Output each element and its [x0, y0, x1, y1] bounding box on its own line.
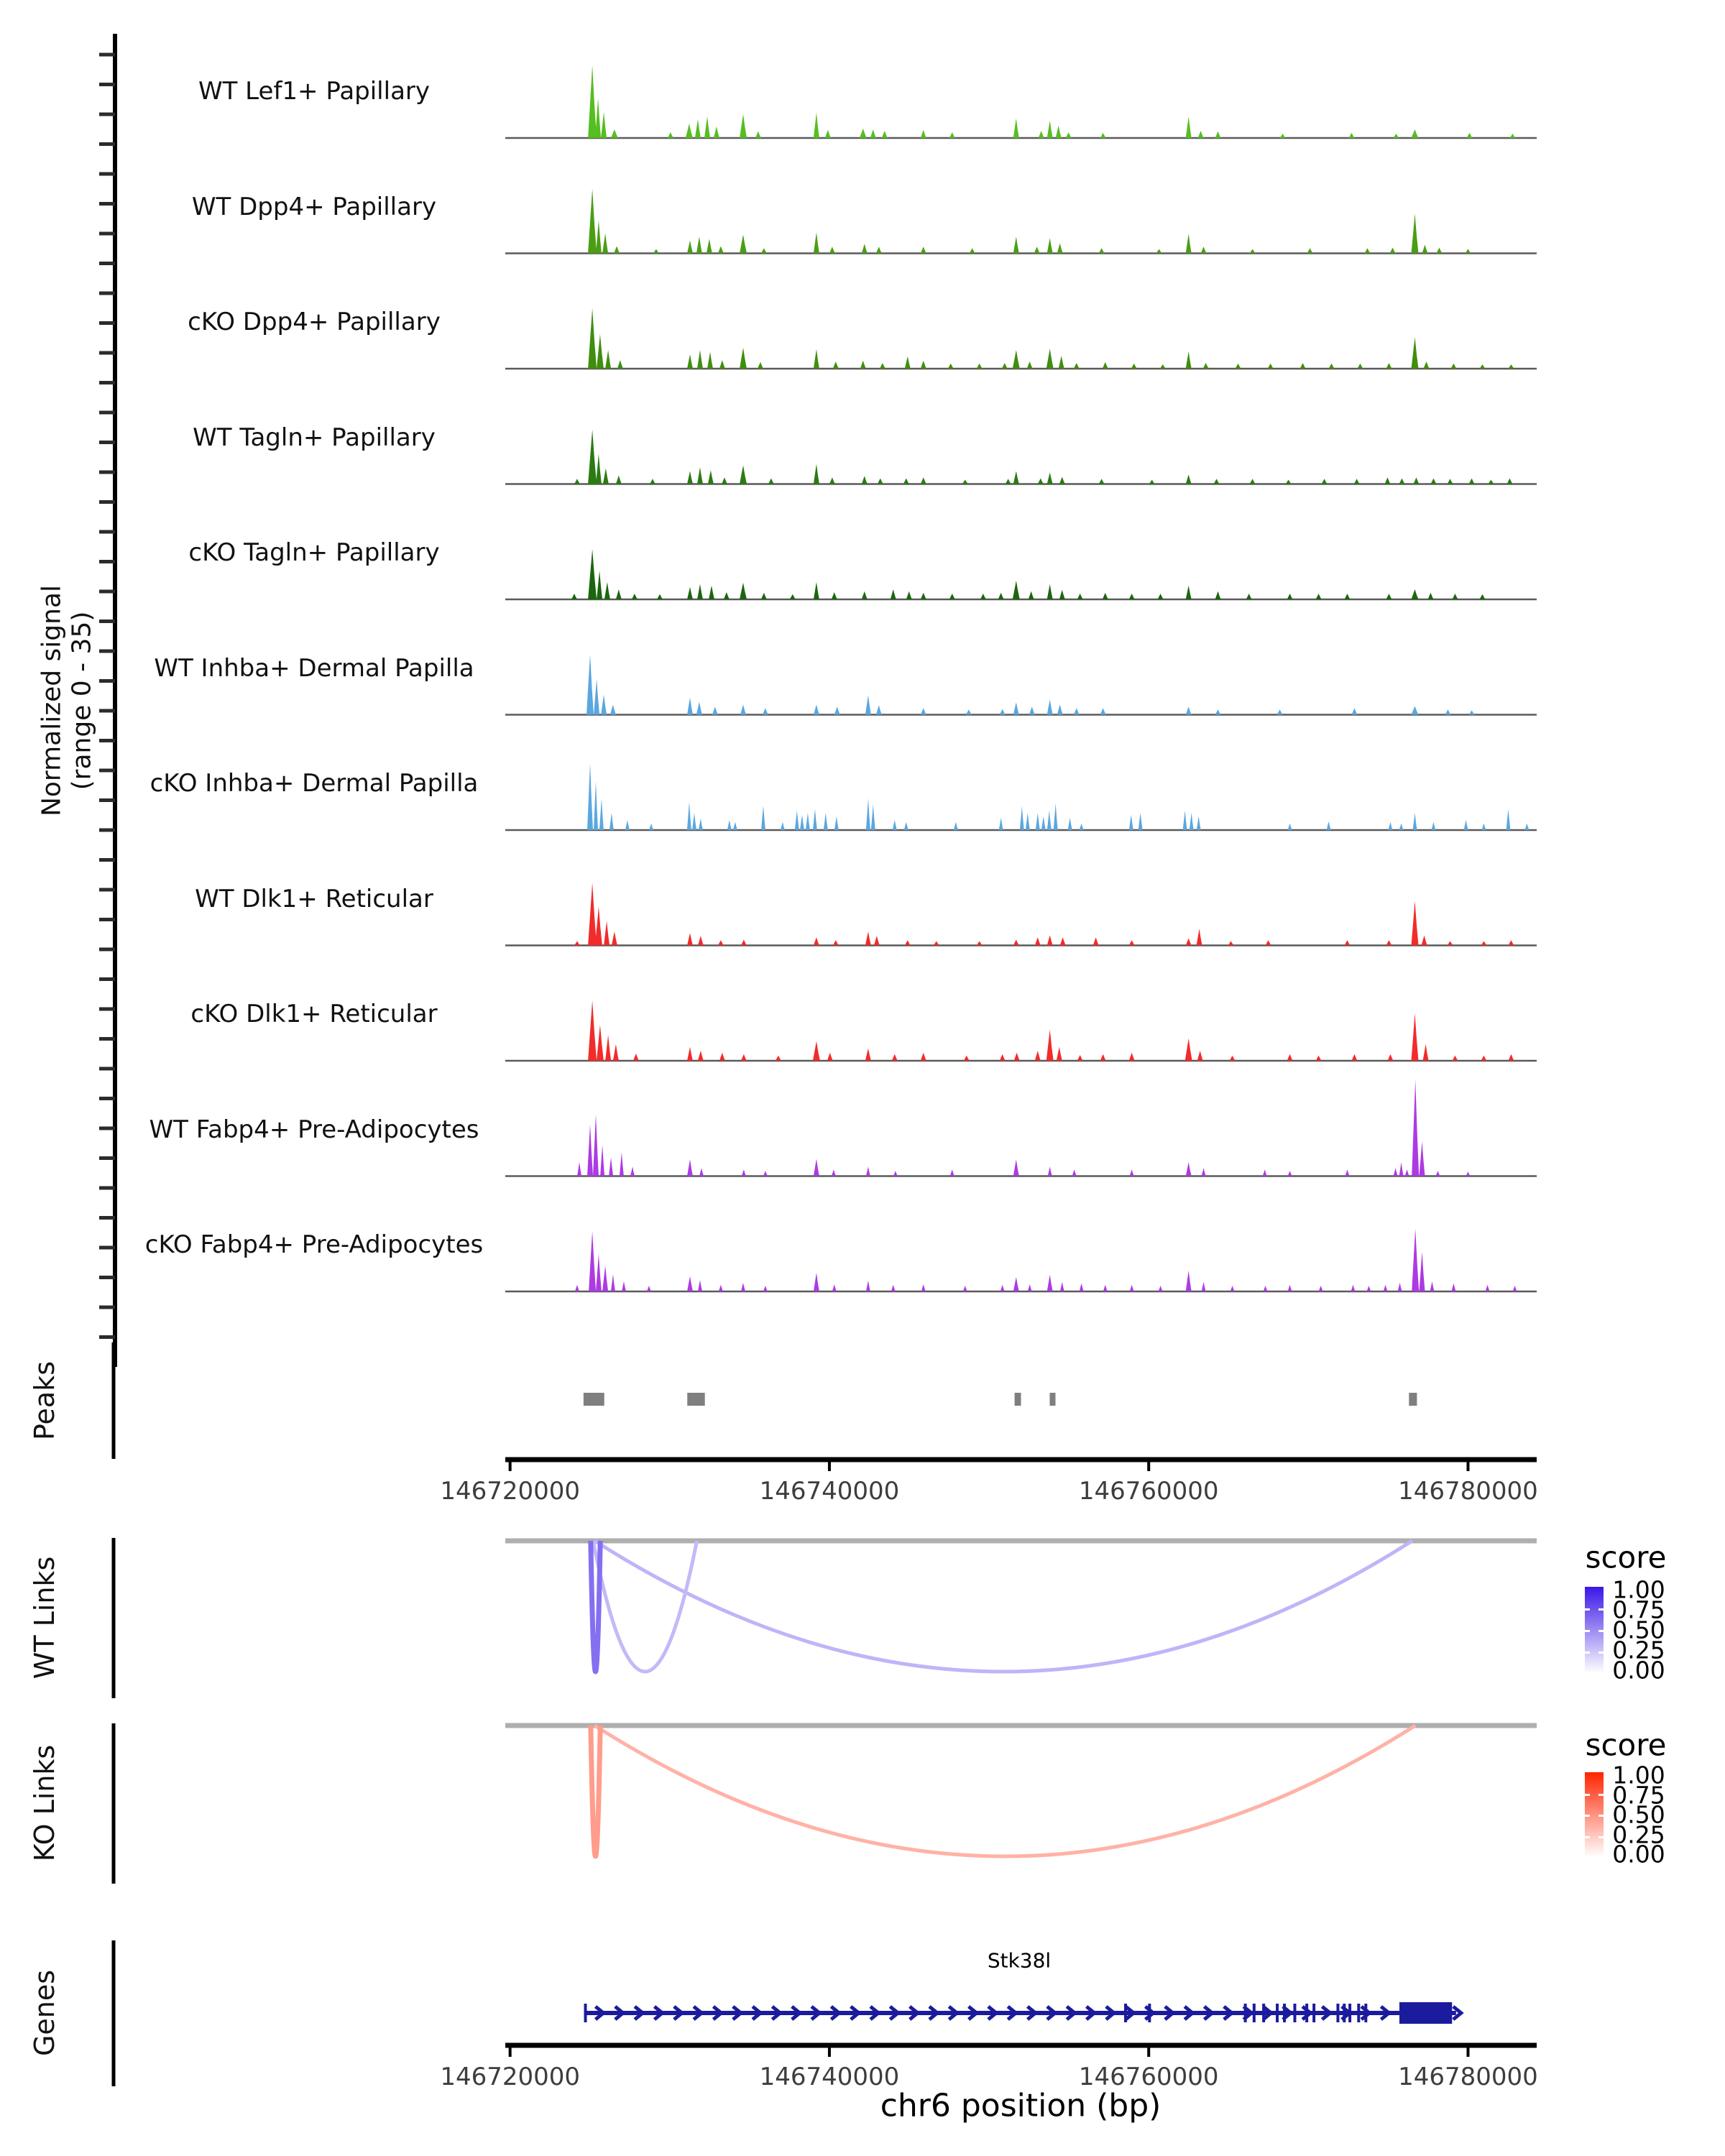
- gene-exon-tick: [1293, 2004, 1296, 2022]
- gene-exon-tick: [1244, 2004, 1247, 2022]
- gene-exon-tick: [1343, 2004, 1346, 2022]
- coverage-area: [505, 655, 1537, 715]
- wt-legend-tick-label: 0.75: [1612, 1595, 1665, 1624]
- gene-exon-tick: [1148, 2004, 1151, 2022]
- coverage-area: [505, 549, 1537, 599]
- wt-legend-tick-mark: [1598, 1651, 1604, 1654]
- genome-x-axis-tick-label: 146780000: [1398, 2063, 1538, 2091]
- gene-exon-tick: [1253, 2004, 1256, 2022]
- track-label: WT Lef1+ Papillary: [198, 77, 431, 106]
- track-label: WT Fabp4+ Pre-Adipocytes: [149, 1115, 479, 1144]
- ko-legend-tick-label: 0.75: [1612, 1781, 1665, 1809]
- section-label-wt-links: WT Links: [29, 1556, 60, 1680]
- gene-exon-tick: [1312, 2004, 1315, 2022]
- wt-legend-tick-mark: [1585, 1630, 1590, 1632]
- wt-legend-tick-label: 1.00: [1612, 1575, 1665, 1604]
- ko-legend-tick-mark: [1585, 1794, 1590, 1796]
- section-label-genes: Genes: [29, 1969, 60, 2057]
- track-label: WT Inhba+ Dermal Papilla: [154, 653, 474, 683]
- track-label: WT Tagln+ Papillary: [193, 423, 436, 452]
- gene-terminal-exon: [1399, 2002, 1452, 2024]
- peak-interval-box: [1409, 1393, 1417, 1406]
- section-label-peaks: Peaks: [29, 1360, 60, 1441]
- gene-exon-tick: [1364, 2004, 1367, 2022]
- peaks-x-axis-tick-label: 146740000: [759, 1477, 900, 1506]
- ko-legend-tick-mark: [1598, 1815, 1604, 1817]
- gene-name-label: Stk38l: [987, 1948, 1052, 1973]
- genome-x-axis-tick-label: 146740000: [759, 2063, 900, 2091]
- track-label: cKO Fabp4+ Pre-Adipocytes: [144, 1230, 484, 1259]
- ko-legend-title: score: [1585, 1727, 1667, 1763]
- peak-interval-box: [1049, 1393, 1055, 1406]
- track-label: WT Dpp4+ Papillary: [191, 192, 437, 221]
- coverage-area: [505, 1229, 1537, 1291]
- gene-exon-tick: [1357, 2004, 1360, 2022]
- peak-interval-box: [1015, 1393, 1021, 1406]
- wt-legend-tick-mark: [1585, 1608, 1590, 1611]
- ko-legend-tick-mark: [1598, 1836, 1604, 1838]
- gene-exon-tick: [1262, 2004, 1265, 2022]
- peaks-x-axis-tick-label: 146720000: [440, 1477, 580, 1506]
- track-label: cKO Dpp4+ Papillary: [188, 308, 441, 336]
- genome-x-axis-tick-label: 146720000: [440, 2063, 580, 2091]
- coverage-area: [505, 430, 1537, 484]
- ko-legend-tick-mark: [1585, 1815, 1590, 1817]
- gene-exon-tick: [1124, 2004, 1127, 2022]
- peaks-x-axis-tick-label: 146780000: [1398, 1477, 1538, 1506]
- genome-x-axis-tick-label: 146760000: [1078, 2063, 1219, 2091]
- wt-legend-tick-mark: [1598, 1630, 1604, 1632]
- track-label: WT Dlk1+ Reticular: [195, 884, 433, 913]
- coverage-area: [505, 65, 1537, 138]
- coverage-area: [505, 189, 1537, 254]
- coverage-area: [505, 883, 1537, 945]
- gene-exon-tick: [1348, 2004, 1351, 2022]
- wt-legend-tick-mark: [1598, 1608, 1604, 1611]
- wt-legend-tick-label: 0.00: [1612, 1656, 1665, 1685]
- peak-interval-box: [687, 1393, 704, 1406]
- ko-links-arc: [594, 1726, 1415, 1856]
- gene-exon-tick: [584, 2004, 587, 2022]
- ko-links-arc: [591, 1726, 600, 1856]
- y-axis-label-line1: Normalized signal: [37, 584, 67, 817]
- coverage-area: [505, 308, 1537, 369]
- gene-exon-tick: [1305, 2004, 1308, 2022]
- y-axis-label-line2: (range 0 - 35): [67, 611, 97, 791]
- track-label: cKO Inhba+ Dermal Papilla: [150, 769, 479, 798]
- ko-legend-tick-label: 0.50: [1612, 1800, 1665, 1829]
- x-axis-title: chr6 position (bp): [880, 2087, 1162, 2124]
- coverage-area: [505, 1000, 1537, 1061]
- ko-legend-tick-mark: [1585, 1836, 1590, 1838]
- wt-legend-tick-label: 0.50: [1612, 1616, 1665, 1644]
- ko-legend-tick-label: 1.00: [1612, 1761, 1665, 1789]
- ko-legend-tick-label: 0.00: [1612, 1840, 1665, 1869]
- coverage-area: [505, 763, 1537, 830]
- section-label-ko-links: KO Links: [29, 1744, 60, 1862]
- gene-exon-tick: [1283, 2004, 1286, 2022]
- wt-legend-title: score: [1585, 1539, 1667, 1575]
- track-label: cKO Dlk1+ Reticular: [190, 1000, 438, 1028]
- coverage-area: [505, 1080, 1537, 1176]
- gene-exon-tick: [1336, 2004, 1339, 2022]
- wt-legend-tick-mark: [1585, 1651, 1590, 1654]
- wt-links-arc: [593, 1541, 696, 1672]
- track-label: cKO Tagln+ Papillary: [188, 538, 440, 567]
- ko-legend-tick-mark: [1598, 1794, 1604, 1796]
- wt-legend-tick-label: 0.25: [1612, 1636, 1665, 1664]
- peaks-x-axis-tick-label: 146760000: [1078, 1477, 1219, 1506]
- gene-exon-tick: [1276, 2004, 1279, 2022]
- ko-legend-tick-label: 0.25: [1612, 1820, 1665, 1848]
- peak-interval-box: [584, 1393, 604, 1406]
- wt-links-arc: [594, 1541, 1412, 1672]
